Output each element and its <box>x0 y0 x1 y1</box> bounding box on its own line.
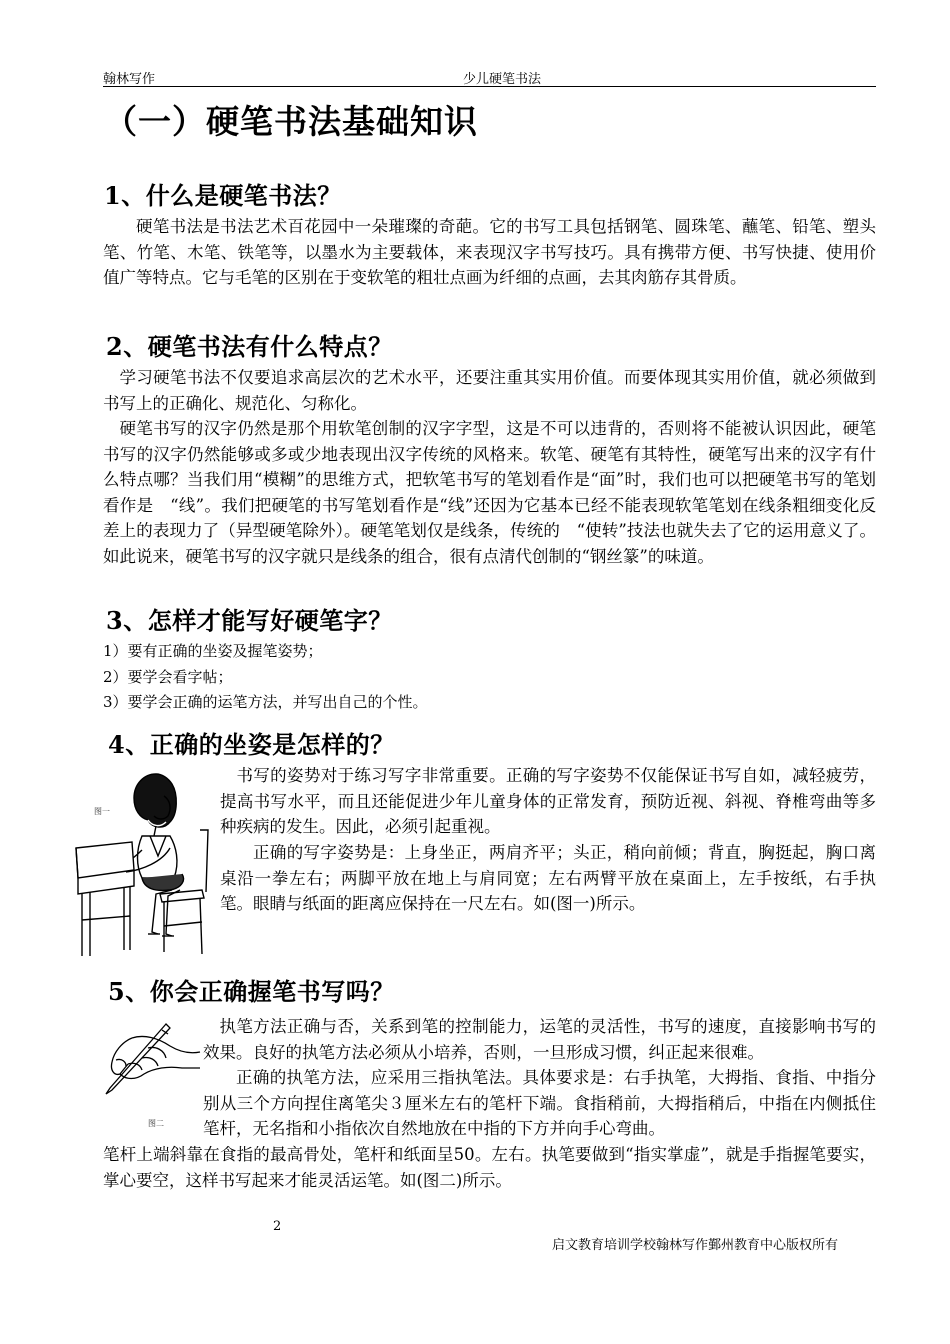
section-2-heading: 2、硬笔书法有什么特点？ <box>106 332 393 361</box>
section-4-paragraph-1: 书写的姿势对于练习写字非常重要。正确的写字姿势不仅能保证书写自如，减轻疲劳，提高书写水平，而且还能促进少年儿童身体的正常发育，预防近视、斜视、脊椎弯曲等多种疾病的发生。因此，必须引起重视。 <box>220 766 876 837</box>
section-5-paragraph-2: 正确的执笔方法，应采用三指执笔法。具体要求是：右手执笔，大拇指、食指、中指分别从三个方向捏住离笔尖３厘米左右的笔杆下端。食指稍前，大拇指稍后，中指在内侧抵住笔杆，无名指和小指依次自然地放在中指的下方并向手心弯曲。 <box>203 1068 876 1139</box>
header-center-text: 少儿硬笔书法 <box>463 72 542 87</box>
list-item: 3）要学会正确的运笔方法，并写出自己的个性。 <box>103 693 428 711</box>
header-left-text: 翰林写作 <box>103 72 156 87</box>
list-item: 1）要有正确的坐姿及握笔姿势； <box>103 642 323 660</box>
figure-2-label: 图二 <box>148 1119 164 1128</box>
section-4-heading: 4、正确的坐姿是怎样的？ <box>108 730 395 759</box>
figure-1-label: 图一 <box>94 807 110 816</box>
section-1-paragraph: 硬笔书法是书法艺术百花园中一朵璀璨的奇葩。它的书写工具包括钢笔、圆珠笔、蘸笔、铅笔、塑头笔、竹笔、木笔、铁笔等，以墨水为主要载体，来表现汉字书写技巧。具有携带方便、书写快捷、使用价值广等特点。它与毛笔的区别在于变软笔的粗壮点画为纤细的点画，去其肉筋存其骨质。 <box>103 217 876 288</box>
section-4-paragraph-2: 正确的写字姿势是：上身坐正，两肩齐平；头正，稍向前倾；背直，胸挺起，胸口离桌沿一拳左右；两脚平放在地上与肩同宽；左右两臂平放在桌面上，左手按纸，右手执笔。眼睛与纸面的距离应保持在一尺左右。如(图一)所示。 <box>220 843 876 914</box>
section-3-heading: 3、怎样才能写好硬笔字？ <box>106 606 393 635</box>
page-number: 2 <box>273 1219 282 1234</box>
sitting-posture-figure <box>72 770 218 960</box>
section-3-list <box>103 639 428 716</box>
page-title: （一）硬笔书法基础知识 <box>104 102 478 141</box>
section-5-paragraph-1: 执笔方法正确与否，关系到笔的控制能力，运笔的灵活性，书写的速度，直接影响书写的效果。良好的执笔方法必须从小培养，否则，一旦形成习惯，纠正起来很难。 <box>203 1017 876 1062</box>
section-5-paragraph-3: 笔杆上端斜靠在食指的最高骨处，笔杆和纸面呈50。左右。执笔要做到“指实掌虚”，就是手指握笔要实，掌心要空，这样书写起来才能灵活运笔。如(图二)所示。 <box>103 1145 876 1190</box>
section-2-paragraph-1: 学习硬笔书法不仅要追求高层次的艺术水平，还要注重其实用价值。而要体现其实用价值，就必须做到书写上的正确化、规范化、匀称化。 <box>103 368 876 413</box>
section-1-heading: 1、什么是硬笔书法？ <box>104 181 342 210</box>
pen-holding-hand-figure <box>92 1018 204 1098</box>
page-footer: 启文教育培训学校翰林写作鄞州教育中心版权所有 <box>552 1238 839 1253</box>
section-5-heading: 5、你会正确握笔书写吗？ <box>108 977 395 1006</box>
page-header <box>103 66 876 87</box>
list-item: 2）要学会看字帖； <box>103 667 233 686</box>
section-2-paragraph-2: 硬笔书写的汉字仍然是那个用软笔创制的汉字字型，这是不可以违背的，否则将不能被认识因此，硬笔书写的汉字仍然能够或多或少地表现出汉字传统的风格来。软笔、硬笔有其特性，硬笔写出来的汉字有什么特点哪？当我们用“模糊”的思维方式，把软笔书写的笔划看作是“面”时，我们也可以把硬笔书写的笔划看作是 “线”。我们把硬笔的书写笔划看作是“线”还因为它基本已经不能表现软笔笔划在线条粗细变化反差上的表现力了（异型硬笔除外）。硬笔笔划仅是线条，传统的 “使转”技法也就失去了它的运用意义了。如此说来，硬笔书写的汉字就只是线条的组合，很有点清代创制的“钢丝篆”的味道。 <box>103 419 876 566</box>
